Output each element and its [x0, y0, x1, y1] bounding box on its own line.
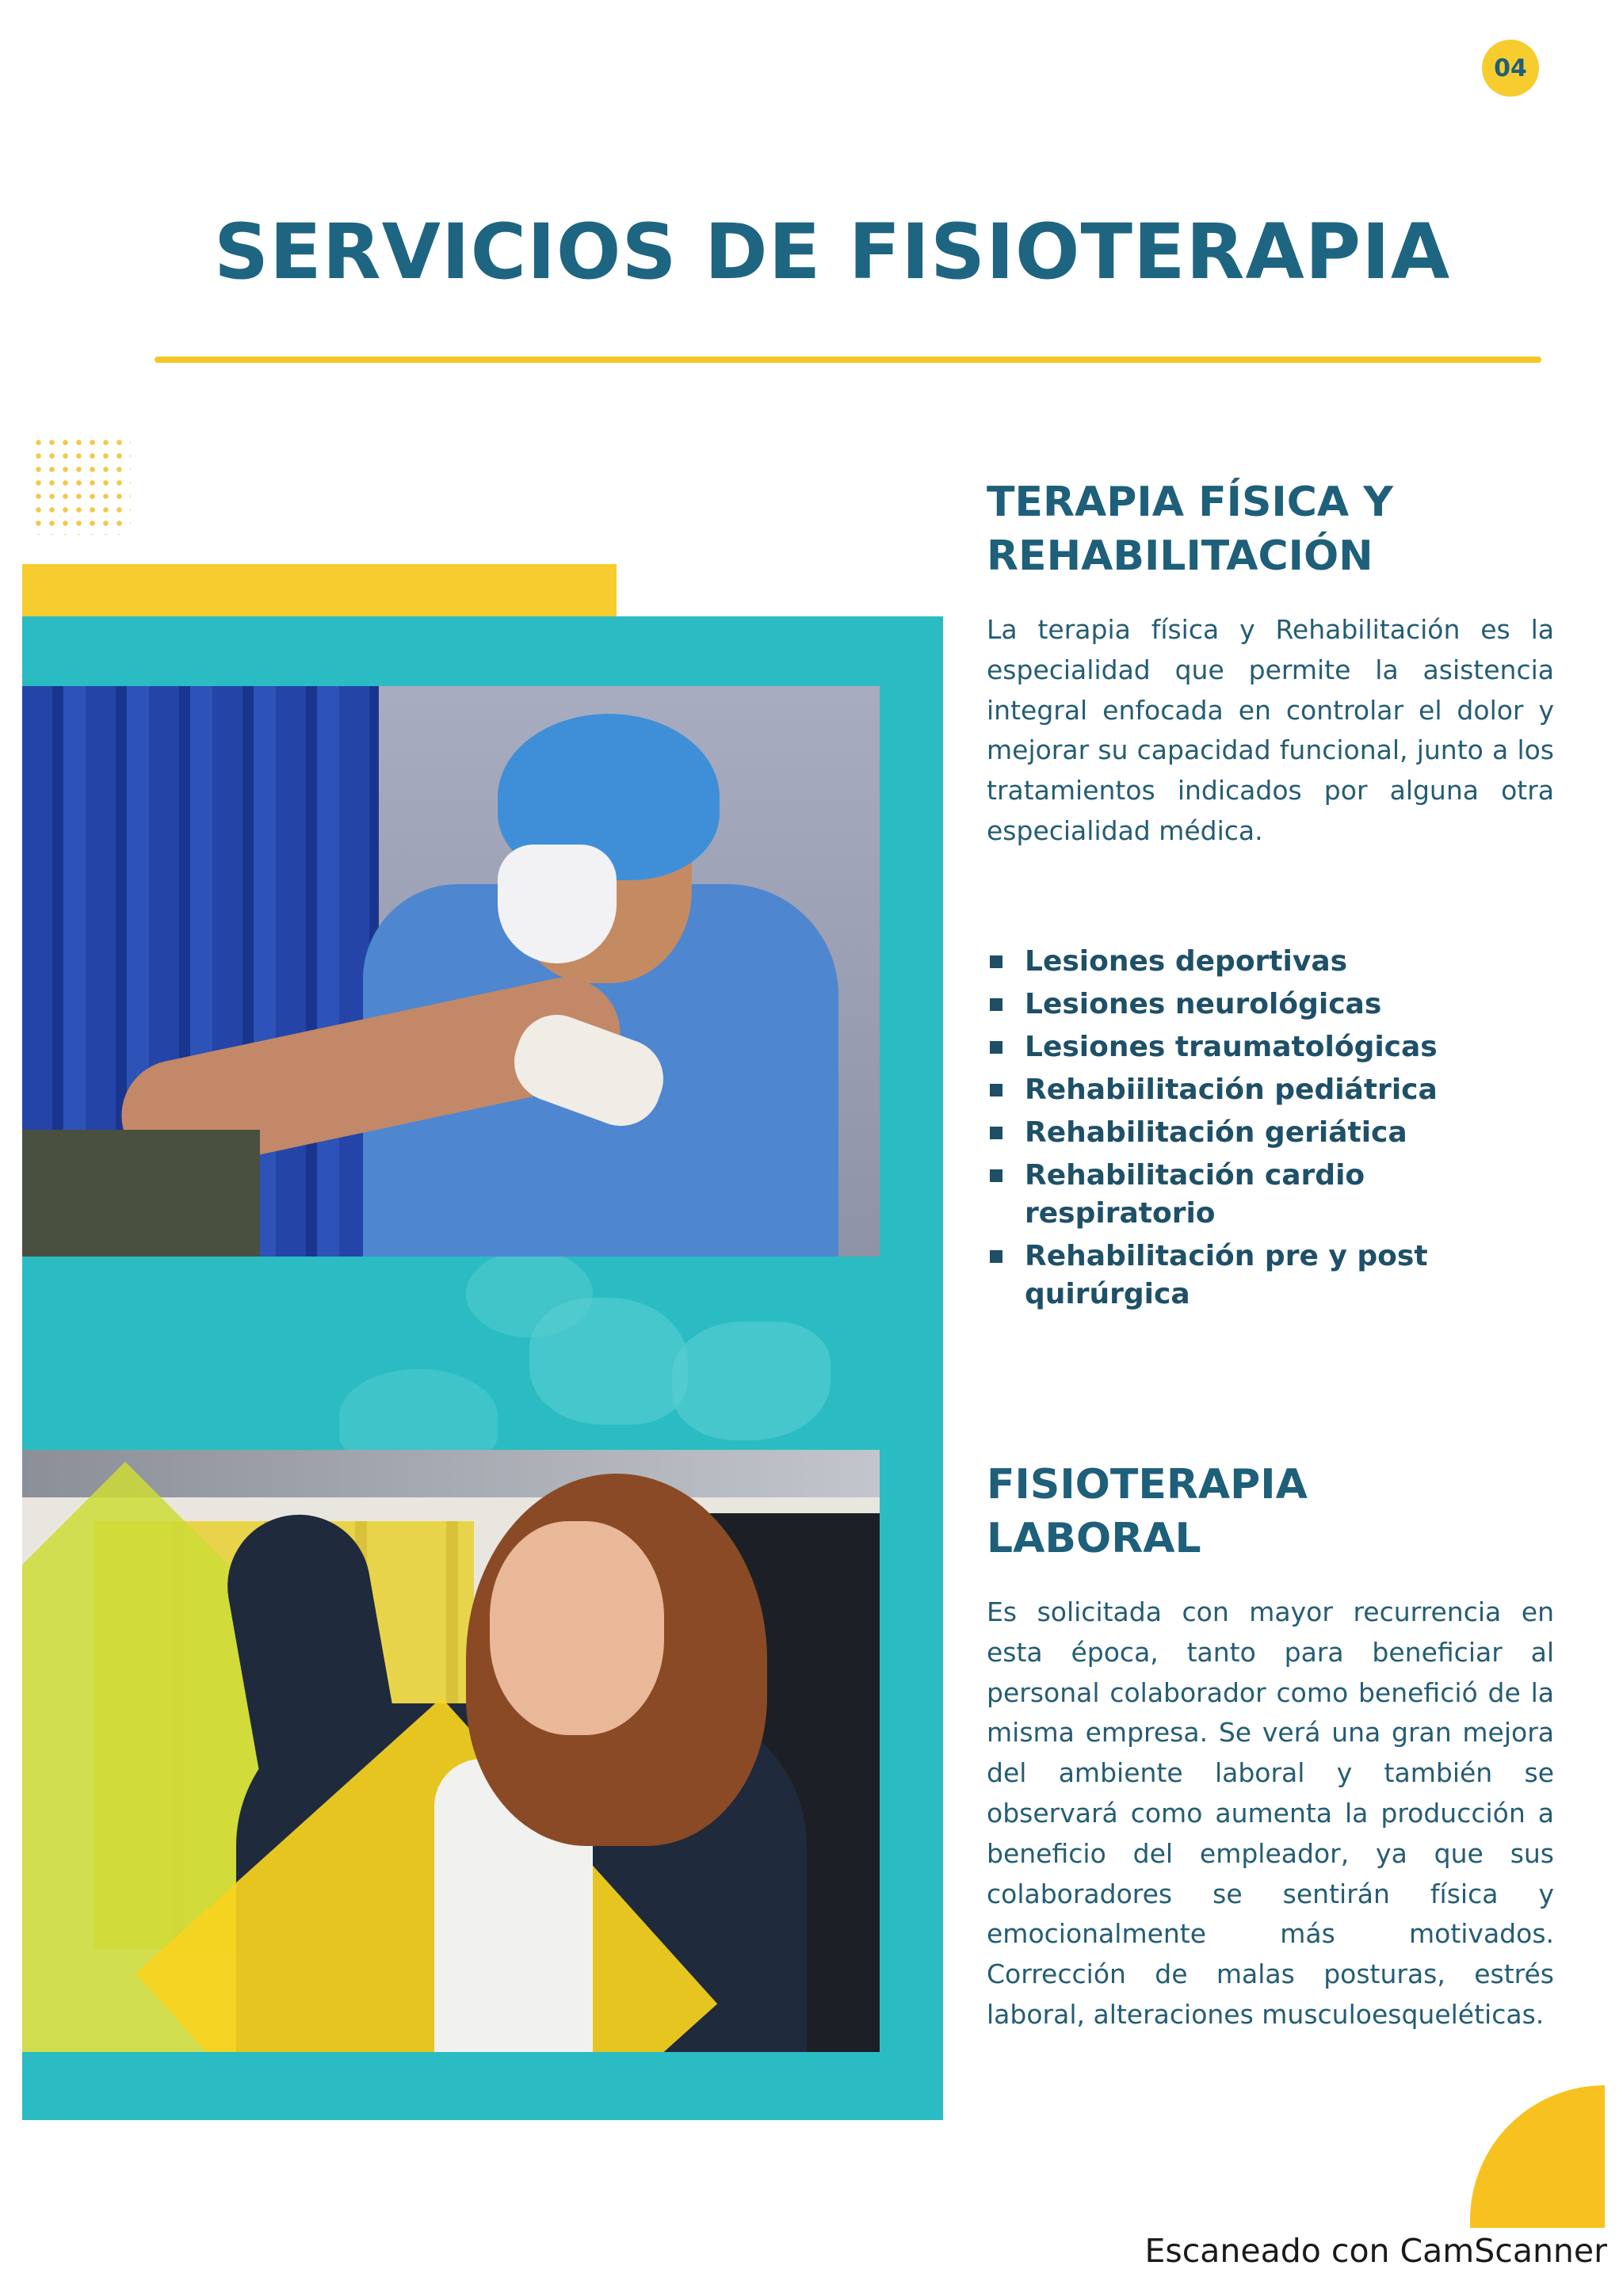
bullet-square-icon — [990, 1127, 1002, 1139]
section-heading-line: LABORAL — [987, 1515, 1201, 1562]
bullet-square-icon — [990, 1169, 1002, 1182]
section-heading-line: TERAPIA FÍSICA Y — [987, 479, 1393, 526]
section-heading-terapia — [987, 475, 1589, 583]
scanner-watermark: Escaneado con CamScanner — [1105, 2229, 1607, 2273]
section-heading-line: FISIOTERAPIA — [987, 1461, 1308, 1508]
list-item: Rehabilitación cardio respiratorio — [987, 1157, 1541, 1233]
list-item: Lesiones traumatológicas — [987, 1028, 1541, 1066]
decorative-yellow-band — [22, 564, 617, 616]
bullet-square-icon — [990, 1041, 1002, 1054]
physiotherapy-photo — [22, 686, 880, 1257]
bullet-square-icon — [990, 998, 1002, 1011]
section-heading-line: REHABILITACIÓN — [987, 532, 1373, 580]
bullet-square-icon — [990, 955, 1002, 968]
list-item: Rehabilitación pre y post quirúrgica — [987, 1238, 1541, 1314]
decorative-dot-grid — [32, 436, 131, 535]
title-underline — [155, 357, 1541, 363]
list-item: Rehabilitación geriática — [987, 1114, 1541, 1152]
section-body-laboral: Es solicitada con mayor recurrencia en esta época, tanto para beneficiar al personal colaborador como benefició de la misma empresa. Se verá una gran mejora del ambiente laboral y también se observará como aumenta la producción a beneficio del empleador, ya que sus colaboradores se sentirán física y emocionalmente más motivados. Corrección de malas posturas, estrés laboral, alteraciones musculoesqueléticas. — [987, 1596, 1554, 2030]
list-item: Lesiones neurológicas — [987, 986, 1541, 1024]
list-item: Rehabiilitación pediátrica — [987, 1071, 1541, 1109]
page-number-badge: 04 — [1482, 40, 1539, 97]
list-item: Lesiones deportivas — [987, 943, 1541, 981]
bullet-square-icon — [990, 1084, 1002, 1097]
services-list — [987, 943, 1541, 1318]
section-body-terapia: La terapia física y Rehabilitación es la especialidad que permite la asistencia integral enfocada en controlar el dolor y mejorar su capacidad funcional, junto a los tratamientos indicados por alguna otra especialidad médica. — [987, 614, 1554, 846]
section-heading-laboral — [987, 1458, 1589, 1566]
page-title: SERVICIOS DE FISIOTERAPIA — [214, 208, 1451, 296]
office-worker-photo — [22, 1450, 880, 2052]
decorative-corner-shape — [1470, 2085, 1605, 2228]
bullet-square-icon — [990, 1250, 1002, 1263]
